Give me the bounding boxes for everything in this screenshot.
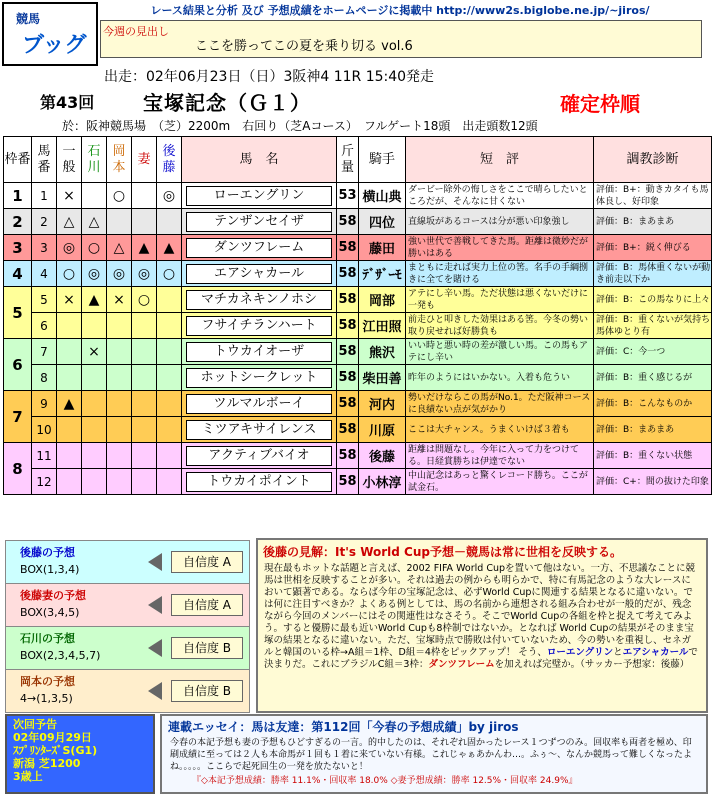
essay [160, 714, 708, 794]
mark-cell: × [82, 339, 107, 365]
mark-cell [157, 391, 182, 417]
weight: 58 [337, 287, 359, 313]
horse-name[interactable]: エアシャカール [186, 264, 332, 284]
next-line: 3歳上 [13, 770, 43, 783]
weight: 58 [337, 235, 359, 261]
jockey: 後藤 [359, 443, 406, 469]
horse-number: 4 [32, 261, 57, 287]
weight: 53 [337, 183, 359, 209]
horse-name[interactable]: トウカイポイント [186, 472, 332, 492]
comment: 強い世代で善戦してきた馬。距離は微妙だが勝いはある [406, 235, 594, 261]
mark-cell [107, 209, 132, 235]
mark-cell [107, 391, 132, 417]
horse-number: 1 [32, 183, 57, 209]
comment: アテにし辛い馬。ただ状態は悪くないだけに一発も [406, 287, 594, 313]
weight: 58 [337, 261, 359, 287]
horse-number: 2 [32, 209, 57, 235]
jockey: ﾃﾞｻﾞｰﾓ [359, 261, 406, 287]
goto-view [256, 538, 708, 713]
next-race [5, 714, 155, 794]
essay-title: 連載エッセイ：馬は友達：第112回「今春の予想成績」by jiros [168, 720, 519, 734]
training-diag: 評価：B：この馬なりに上々 [594, 287, 712, 313]
mark-cell [57, 365, 82, 391]
view-title: 後藤の見解：It's World Cup予想－競馬は常に世相を反映する。 [263, 545, 622, 559]
predictor-name: 後藤妻の予想 [20, 589, 86, 602]
training-diag: 評価：B：まあまあ [594, 417, 712, 443]
horse-name[interactable]: ローエングリン [186, 186, 332, 206]
mark-cell: ◎ [157, 183, 182, 209]
comment: 直線坂があるコースは分が悪い印象強し [406, 209, 594, 235]
horse-number: 11 [32, 443, 57, 469]
prediction-box [5, 626, 250, 670]
comment: 前走ひと叩きした効果はある筈。今冬の勢い取り戻せれば好勝負も [406, 313, 594, 339]
weight: 58 [337, 339, 359, 365]
mark-cell [82, 183, 107, 209]
col-comment: 短 評 [406, 137, 594, 183]
waku-number: 1 [4, 183, 32, 209]
mark-cell: △ [57, 209, 82, 235]
mark-cell: ▲ [157, 235, 182, 261]
horse-name-cell [182, 313, 337, 339]
mark-cell: × [57, 183, 82, 209]
col-kin: 斤量 [337, 137, 359, 183]
mark-cell [132, 443, 157, 469]
jockey: 四位 [359, 209, 406, 235]
horse-name-cell [182, 183, 337, 209]
mark-cell [157, 313, 182, 339]
jockey: 横山典 [359, 183, 406, 209]
mark-cell: ○ [132, 287, 157, 313]
horse-name-cell [182, 469, 337, 495]
mark-cell [157, 209, 182, 235]
table-row [4, 209, 712, 235]
mark-cell [107, 339, 132, 365]
mark-cell [107, 365, 132, 391]
weight: 58 [337, 313, 359, 339]
col-horse: 馬 名 [182, 137, 337, 183]
training-diag: 評価：C：今一つ [594, 339, 712, 365]
horse-name[interactable]: ツルマルボーイ [186, 394, 332, 414]
comment: 中山記念はあっと驚くレコード勝ち。ここが試金石。 [406, 469, 594, 495]
mark-cell [82, 313, 107, 339]
col-okamoto: 岡本 [107, 137, 132, 183]
waku-number: 4 [4, 261, 32, 287]
mark-cell [132, 391, 157, 417]
comment: 昨年のようにはいかない。入着も危うい [406, 365, 594, 391]
horse-name[interactable]: テンザンセイザ [186, 212, 332, 232]
jockey: 柴田善 [359, 365, 406, 391]
horse-name[interactable]: アクティブバイオ [186, 446, 332, 466]
mark-cell [57, 443, 82, 469]
table-row [4, 235, 712, 261]
next-line: 新潟 芝1200 [13, 757, 81, 770]
mark-cell: ▲ [57, 391, 82, 417]
horse-name-cell [182, 261, 337, 287]
prediction-box [5, 669, 250, 713]
mark-cell [157, 339, 182, 365]
prediction-bet: BOX(2,3,4,5,7) [20, 649, 101, 662]
mark-cell [82, 469, 107, 495]
race-name: 宝塚記念（Ｇ１） [143, 91, 311, 115]
mark-cell [57, 313, 82, 339]
jockey: 熊沢 [359, 339, 406, 365]
mark-cell [82, 443, 107, 469]
training-diag: 評価：B：馬体重くないが動き前走以下か [594, 261, 712, 287]
jockey: 小林淳 [359, 469, 406, 495]
mark-cell [57, 469, 82, 495]
race-info: 於：阪神競馬場 （芝）2200m 右回り（芝Aコース） フルゲート18頭 出走頭数12頭 [62, 119, 538, 133]
training-diag: 評価：C+：間の抜けた印象 [594, 469, 712, 495]
horse-name-cell [182, 443, 337, 469]
next-line: 02年09月29日 [13, 731, 92, 744]
view-body: 現在最もホットな話題と言えば、2002 FIFA World Cupを置いて他はない。一方、不思議なことに競馬は世相を反映することが多い。それは過去の例からも明らかで、特に有馬記念のような大レースにおいて顕著である。ならば今年の宝塚記念は、必ずWorld Cupに関連する結果となるに違いない。では何に注目すべきか？よくある例としては、馬の名前から連想される組み合わせが一般的だが、残念ながら今回のメンバーにはその関連性はなさそう。そこでWorld Cupの各組を枠と捉えて考えてみよう。すると優勝に最も近いWorld Cupも8枠制ではないか。となれば World Cupの結果がそのまま宝塚の結果となるに違いない。ただ、宝塚時点で勝敗は付いていないため、今の勢いを重視し、セネガルと韓国のいる枠→A組＝1枠、D組＝4枠をピックアップ！ そう、ローエングリンとエアシャカールで決まりだ。これにブラジルC組＝3枠：ダンツフレームを加えれば完璧か。（サッカー予想家：後藤） [264, 563, 698, 670]
headline-text: ここを勝ってこの夏を乗り切る vol.6 [195, 39, 413, 54]
horse-name[interactable]: トウカイオーザ [186, 342, 332, 362]
horse-name-cell [182, 209, 337, 235]
horse-name-cell [182, 365, 337, 391]
col-ippan: 一般 [57, 137, 82, 183]
mark-cell: ○ [82, 235, 107, 261]
jockey: 岡部 [359, 287, 406, 313]
arrow-icon [148, 639, 162, 657]
horse-name-cell [182, 391, 337, 417]
logo-kana: 競馬 [16, 12, 41, 26]
mark-cell: ○ [57, 261, 82, 287]
col-goto: 後藤 [157, 137, 182, 183]
predictor-name: 岡本の予想 [20, 675, 75, 688]
mark-cell [132, 209, 157, 235]
mark-cell [107, 417, 132, 443]
mark-cell [132, 313, 157, 339]
next-line: ｽﾌﾟﾘﾝﾀｰｽﾞS(G1) [13, 744, 98, 757]
mark-cell [157, 365, 182, 391]
mark-cell: ◎ [107, 261, 132, 287]
mark-cell [57, 339, 82, 365]
mark-cell [82, 391, 107, 417]
table-row [4, 443, 712, 469]
waku-number: 7 [4, 391, 32, 443]
waku-number: 5 [4, 287, 32, 339]
mark-cell [157, 443, 182, 469]
comment: ダービー除外の悔しさをここで晴らしたいところだが、そんなに甘くない [406, 183, 594, 209]
weight: 58 [337, 417, 359, 443]
mark-cell [57, 417, 82, 443]
comment: いい時と悪い時の差が激しい馬。この馬もアテにし辛い [406, 339, 594, 365]
mark-cell [157, 287, 182, 313]
confidence: 自信度 A [171, 594, 243, 616]
confidence: 自信度 A [171, 551, 243, 573]
table-row [4, 469, 712, 495]
mark-cell: ○ [107, 183, 132, 209]
horse-name[interactable]: ミツアキサイレンス [186, 420, 332, 440]
mark-cell: △ [107, 235, 132, 261]
table-row [4, 287, 712, 313]
mark-cell: ▲ [132, 235, 157, 261]
mark-cell: ◎ [57, 235, 82, 261]
comment: ここは大チャンス。うまくいけば３着も [406, 417, 594, 443]
col-jockey: 騎手 [359, 137, 406, 183]
horse-number: 7 [32, 339, 57, 365]
race-date: 出走：02年06月23日（日）3阪神4 11R 15:40発走 [104, 69, 435, 85]
weight: 58 [337, 365, 359, 391]
arrow-icon [148, 596, 162, 614]
horse-number: 5 [32, 287, 57, 313]
race-number: 第43回 [40, 93, 95, 112]
table-row [4, 365, 712, 391]
mark-cell [132, 339, 157, 365]
horse-number: 10 [32, 417, 57, 443]
horse-name[interactable]: ホットシークレット [186, 368, 332, 388]
mark-cell [82, 417, 107, 443]
jockey: 江田照 [359, 313, 406, 339]
arrow-icon [148, 553, 162, 571]
training-diag: 評価：B+：鋭く伸びる [594, 235, 712, 261]
waku-number: 8 [4, 443, 32, 495]
headline-tag: 今週の見出し [103, 25, 169, 38]
table-row [4, 261, 712, 287]
race-status: 確定枠順 [560, 92, 640, 116]
jockey: 藤田 [359, 235, 406, 261]
jockey: 川原 [359, 417, 406, 443]
mark-cell [107, 313, 132, 339]
training-diag: 評価：B：重くない状態 [594, 443, 712, 469]
horse-number: 12 [32, 469, 57, 495]
mark-cell [107, 469, 132, 495]
comment: まともに走れば実力上位の筈。名手の手綱捌きに全てを賭ける [406, 261, 594, 287]
horse-name[interactable]: ダンツフレーム [186, 238, 332, 258]
horse-name[interactable]: フサイチランハート [186, 316, 332, 336]
mark-cell: × [57, 287, 82, 313]
comment: 距離は問題なし。今年に入って力をつけてる。日経賞勝ちは伊達でない [406, 443, 594, 469]
training-diag: 評価：B：重くないが気持ち馬体ゆとり有 [594, 313, 712, 339]
mark-cell [107, 443, 132, 469]
arrow-icon [148, 682, 162, 700]
horse-number: 8 [32, 365, 57, 391]
waku-number: 2 [4, 209, 32, 235]
mark-cell: ▲ [82, 287, 107, 313]
mark-cell: × [107, 287, 132, 313]
mark-cell: ◎ [132, 261, 157, 287]
mark-cell: ◎ [82, 261, 107, 287]
logo-name: ブッグ [22, 32, 87, 58]
horse-name[interactable]: マチカネキンノホシ [186, 290, 332, 310]
mark-cell [132, 183, 157, 209]
table-row [4, 313, 712, 339]
mark-cell [157, 417, 182, 443]
headline-box [100, 20, 702, 58]
mark-cell [157, 469, 182, 495]
weight: 58 [337, 209, 359, 235]
mark-cell: ○ [157, 261, 182, 287]
prediction-bet: BOX(1,3,4) [20, 563, 80, 576]
table-row [4, 183, 712, 209]
waku-number: 6 [4, 339, 32, 391]
table-header [4, 137, 712, 183]
horse-number: 9 [32, 391, 57, 417]
horse-name-cell [182, 339, 337, 365]
confidence: 自信度 B [171, 637, 243, 659]
comment: 勢いだけならこの馬がNo.1。ただ阪神コースに良績ない点が気がかり [406, 391, 594, 417]
mark-cell [82, 365, 107, 391]
essay-body: 今春の本記予想も妻の予想もひどすぎるの一言。的中したのは、それぞれ固かったレース１つずつのみ。回収率も両者を極め、印刷成績に至っては２人も本命馬が１回も１着に来ていない有様。これじゃぁあかんわ…。ふぅ〜、なんか競馬って難しくなったよね。。。。。ここらで起死回生の一発を放たないと！ [170, 738, 693, 772]
col-diag: 調教診断 [594, 137, 712, 183]
waku-number: 3 [4, 235, 32, 261]
prediction-box [5, 583, 250, 627]
entry-table [3, 136, 712, 495]
confidence: 自信度 B [171, 680, 243, 702]
training-diag: 評価：B：重く感じるが [594, 365, 712, 391]
table-row [4, 417, 712, 443]
logo [2, 2, 98, 66]
next-line: 次回予告 [13, 718, 57, 731]
prediction-bet: 4→(1,3,5) [20, 692, 73, 705]
training-diag: 評価：B：こんなものか [594, 391, 712, 417]
mark-cell [132, 417, 157, 443]
training-diag: 評価：B：まあまあ [594, 209, 712, 235]
col-ishikawa: 石川 [82, 137, 107, 183]
horse-number: 6 [32, 313, 57, 339]
col-tsuma: 妻 [132, 137, 157, 183]
weight: 58 [337, 469, 359, 495]
table-row [4, 391, 712, 417]
mark-cell: △ [82, 209, 107, 235]
prediction-box [5, 540, 250, 584]
site-banner[interactable]: レース結果と分析 及び 予想成績をホームページに掲載中 http://www2s.biglobe.ne.jp/~jiros/ [150, 4, 650, 17]
col-uma: 馬番 [32, 137, 57, 183]
table-row [4, 339, 712, 365]
horse-name-cell [182, 235, 337, 261]
weight: 58 [337, 443, 359, 469]
horse-number: 3 [32, 235, 57, 261]
mark-cell [132, 469, 157, 495]
jockey: 河内 [359, 391, 406, 417]
weight: 58 [337, 391, 359, 417]
essay-stats: 『◇本記予想成績：勝率 11.1%・回収率 18.0% ◇妻予想成績：勝率 12.5%・回収率 24.9%』 [192, 776, 578, 786]
horse-name-cell [182, 287, 337, 313]
predictor-name: 石川の予想 [20, 632, 75, 645]
mark-cell [132, 365, 157, 391]
training-diag: 評価：B+：動きカタイも馬体良し、好印象 [594, 183, 712, 209]
horse-name-cell [182, 417, 337, 443]
predictor-name: 後藤の予想 [20, 546, 75, 559]
prediction-bet: BOX(3,4,5) [20, 606, 80, 619]
col-waku: 枠番 [4, 137, 32, 183]
